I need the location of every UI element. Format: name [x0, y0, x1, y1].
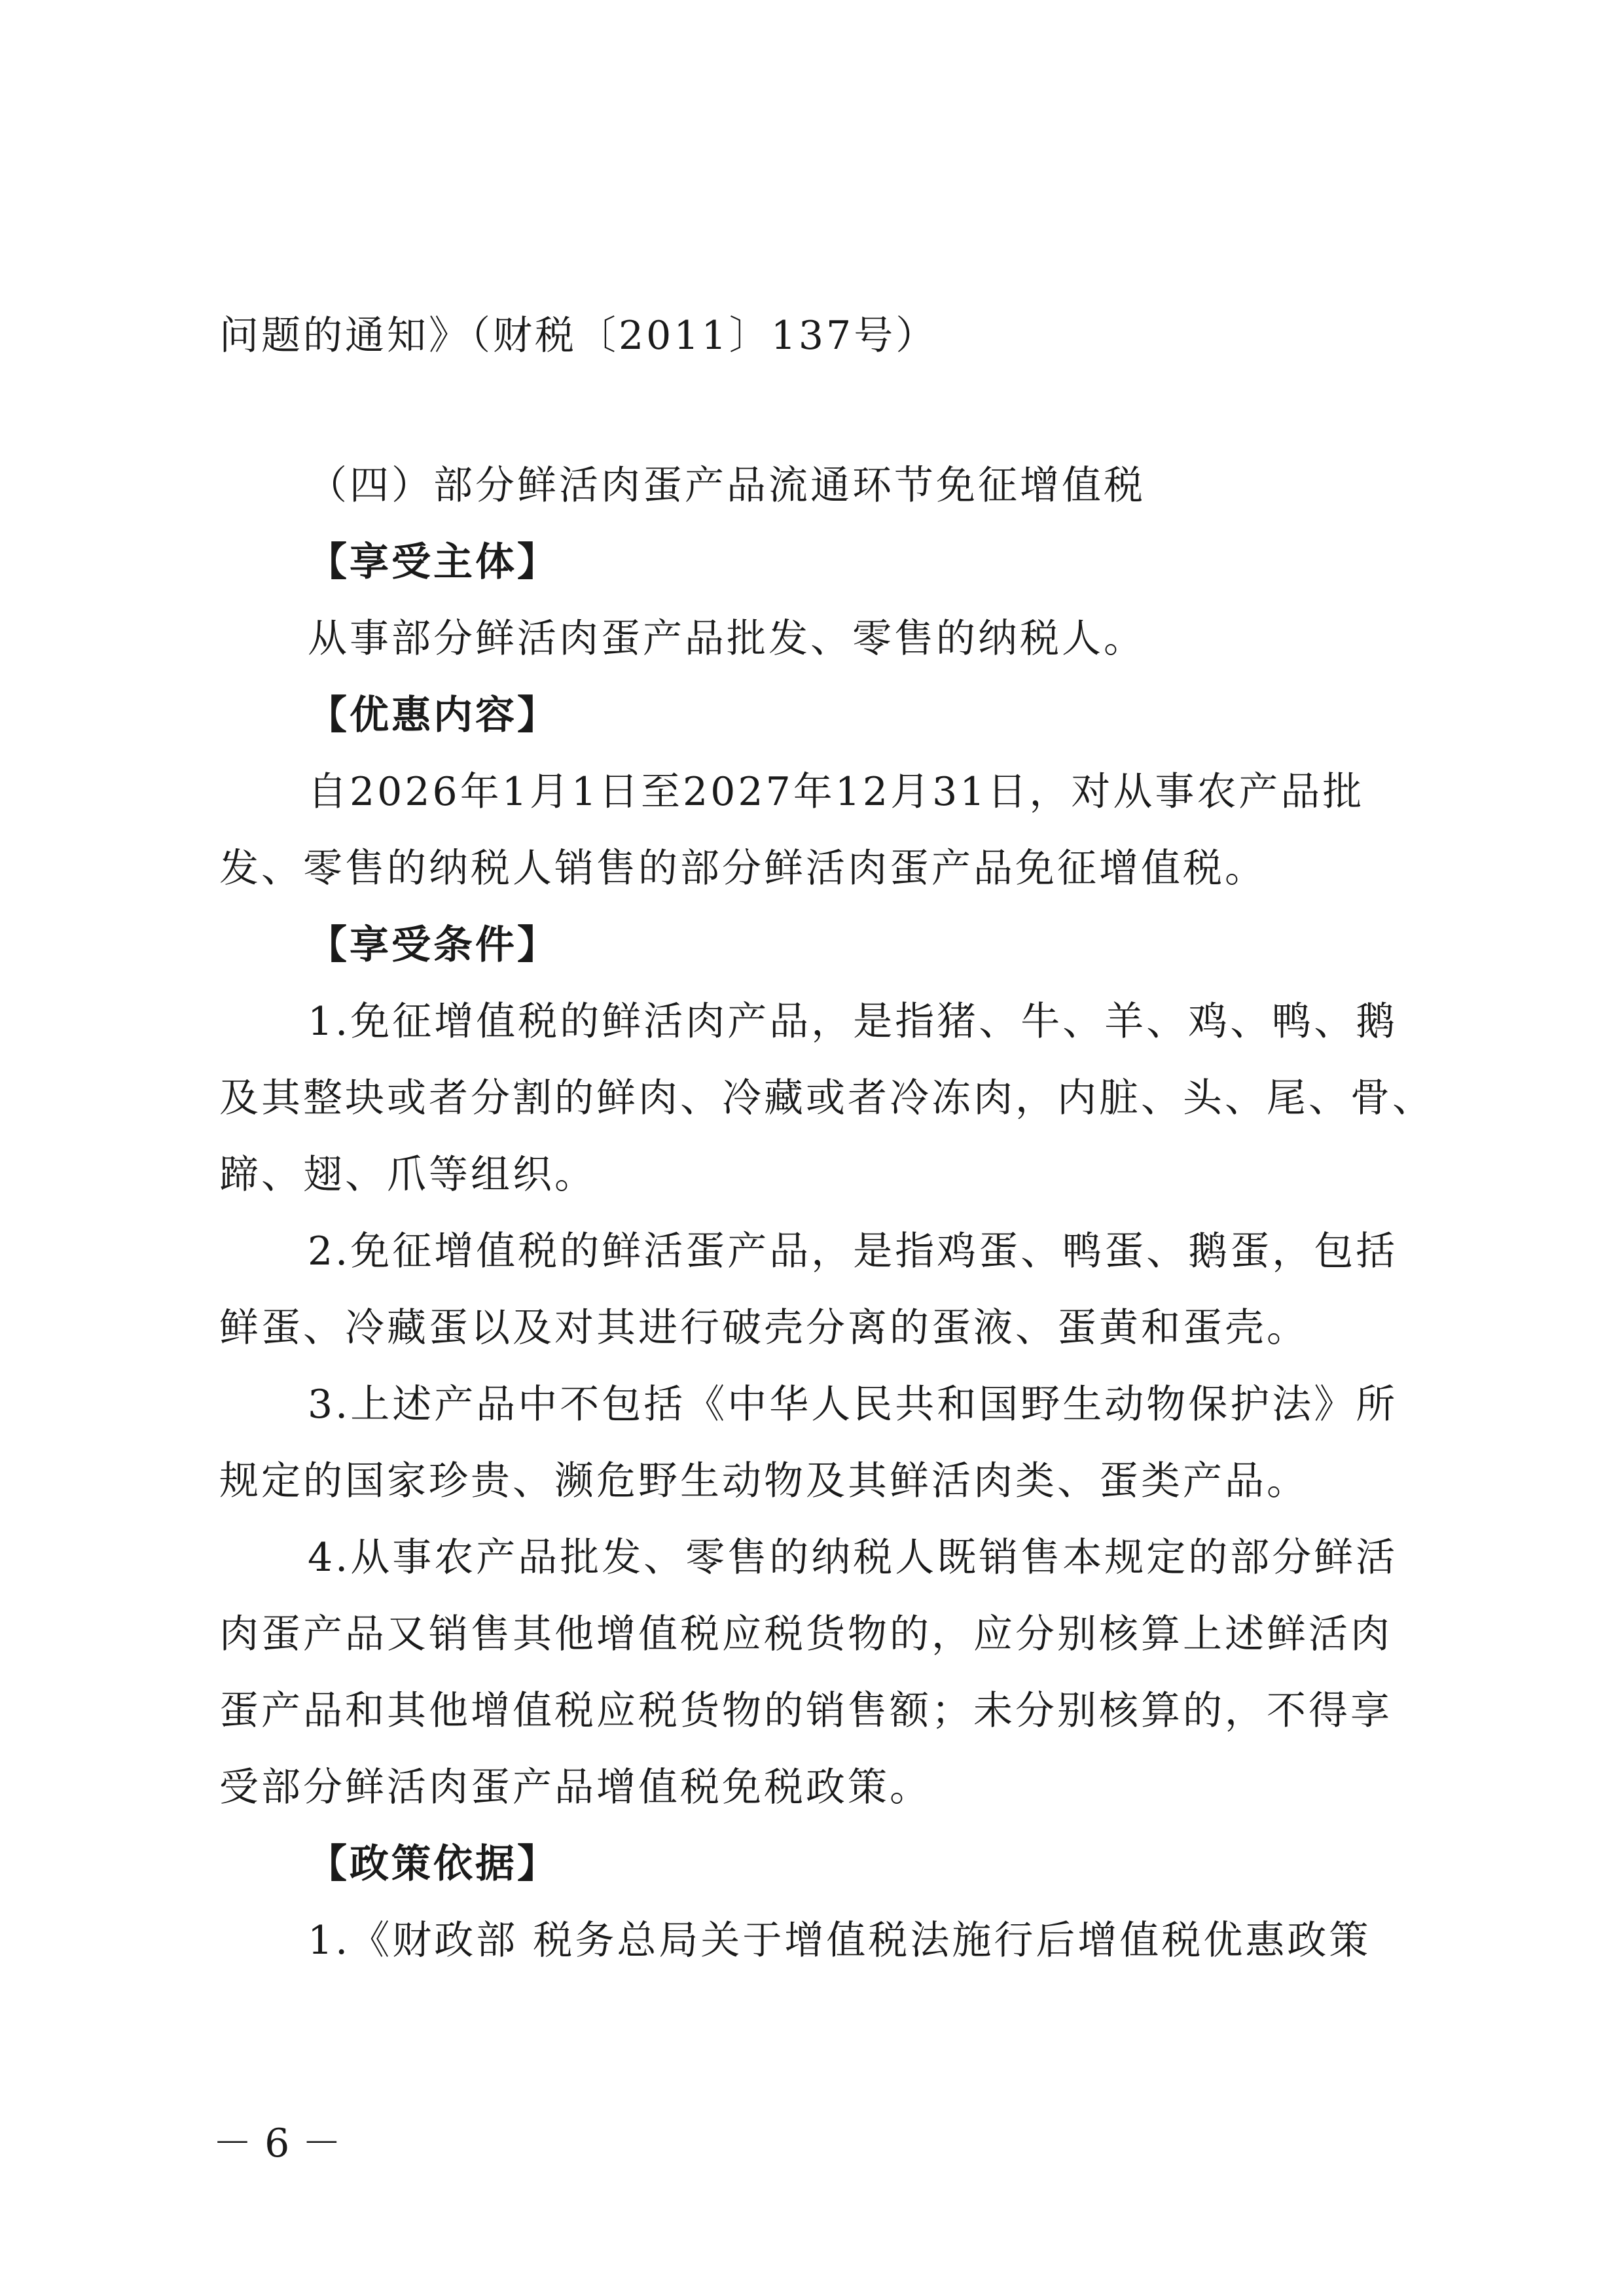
- text-line: 蛋产品和其他增值税应税货物的销售额；未分别核算的，不得享: [219, 1688, 1392, 1734]
- subheading-benefit-content: 【优惠内容】: [308, 692, 559, 738]
- text-line: 1.免征增值税的鲜活肉产品，是指猪、牛、羊、鸡、鸭、鹅: [308, 999, 1398, 1045]
- text-line: 规定的国家珍贵、濒危野生动物及其鲜活肉类、蛋类产品。: [219, 1458, 1308, 1504]
- text-line: 4.从事农产品批发、零售的纳税人既销售本规定的部分鲜活: [308, 1535, 1398, 1581]
- text-line: 3.上述产品中不包括《中华人民共和国野生动物保护法》所: [308, 1382, 1398, 1427]
- subheading-eligibility-conditions: 【享受条件】: [308, 922, 559, 968]
- subheading-eligible-subject: 【享受主体】: [308, 539, 559, 585]
- text-line: 蹄、翅、爪等组织。: [219, 1152, 596, 1198]
- text-line: 1.《财政部 税务总局关于增值税法施行后增值税优惠政策: [308, 1918, 1371, 1964]
- subheading-policy-basis: 【政策依据】: [308, 1841, 559, 1887]
- text-line-continuation: 问题的通知》（财税〔2011〕137号）: [219, 313, 938, 359]
- text-line: 发、零售的纳税人销售的部分鲜活肉蛋产品免征增值税。: [219, 846, 1267, 891]
- text-line: 从事部分鲜活肉蛋产品批发、零售的纳税人。: [308, 616, 1146, 662]
- section-heading-four: （四）部分鲜活肉蛋产品流通环节免征增值税: [308, 463, 1146, 509]
- text-line: 2.免征增值税的鲜活蛋产品，是指鸡蛋、鸭蛋、鹅蛋，包括: [308, 1229, 1398, 1274]
- text-line: 受部分鲜活肉蛋产品增值税免税政策。: [219, 1765, 931, 1810]
- text-line: 及其整块或者分割的鲜肉、冷藏或者冷冻肉，内脏、头、尾、骨、: [219, 1075, 1434, 1121]
- page-number: － 6 －: [213, 2121, 342, 2166]
- text-line: 肉蛋产品又销售其他增值税应税货物的，应分别核算上述鲜活肉: [219, 1611, 1392, 1657]
- text-line: 鲜蛋、冷藏蛋以及对其进行破壳分离的蛋液、蛋黄和蛋壳。: [219, 1305, 1308, 1351]
- text-line: 自2026年1月1日至2027年12月31日，对从事农产品批: [308, 769, 1365, 815]
